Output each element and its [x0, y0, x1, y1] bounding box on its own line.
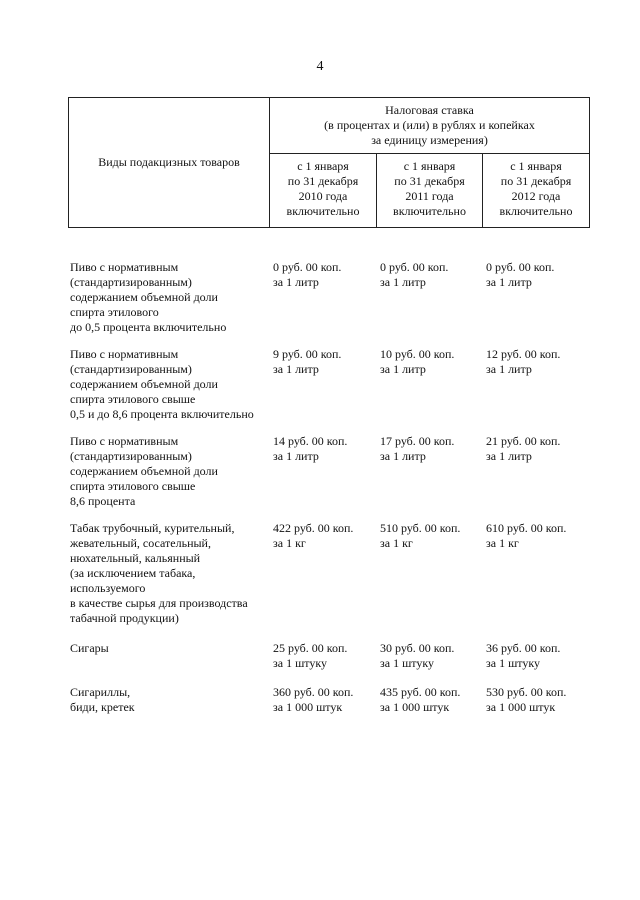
goods-name: Сигариллы, биди, кретек	[70, 685, 135, 714]
rate-2012: 530 руб. 00 коп. за 1 000 штук	[486, 685, 567, 714]
rate-2010: 14 руб. 00 коп. за 1 литр	[273, 434, 348, 463]
goods-name: Сигары	[70, 641, 109, 655]
period-header-2010: с 1 января по 31 декабря 2010 года включительно	[270, 154, 377, 227]
rate-2011: 0 руб. 00 коп. за 1 литр	[380, 260, 449, 289]
rate-2011: 435 руб. 00 коп. за 1 000 штук	[380, 685, 461, 714]
rate-2012: 36 руб. 00 коп. за 1 штуку	[486, 641, 561, 670]
rate-2011: 17 руб. 00 коп. за 1 литр	[380, 434, 455, 463]
rate-2012: 0 руб. 00 коп. за 1 литр	[486, 260, 555, 289]
rate-2010: 9 руб. 00 коп. за 1 литр	[273, 347, 342, 376]
goods-name: Табак трубочный, курительный, жевательный, сосательный, нюхательный, кальянный (за исключением табака, используемого в качестве сырья для производства табачной продукции)	[70, 521, 248, 625]
rate-table-header	[68, 97, 590, 228]
rate-2012: 21 руб. 00 коп. за 1 литр	[486, 434, 561, 463]
goods-name: Пиво с нормативным (стандартизированным) содержанием объемной доли спирта этилового до 0,5 процента включительно	[70, 260, 227, 334]
period-header-2011: с 1 января по 31 декабря 2011 года включительно	[377, 154, 483, 227]
period-header-2012: с 1 января по 31 декабря 2012 года включительно	[499, 159, 573, 218]
rate-2011: 10 руб. 00 коп. за 1 литр	[380, 347, 455, 376]
rate-2012: 610 руб. 00 коп. за 1 кг	[486, 521, 567, 550]
tax-rate-header: Налоговая ставка (в процентах и (или) в рублях и копейках за единицу измерения)	[270, 98, 589, 154]
goods-column-header	[69, 98, 270, 227]
goods-name: Пиво с нормативным (стандартизированным) содержанием объемной доли спирта этилового свыше 0,5 и до 8,6 процента включительно	[70, 347, 254, 421]
rate-2012: 12 руб. 00 коп. за 1 литр	[486, 347, 561, 376]
rate-2011: 30 руб. 00 коп. за 1 штуку	[380, 641, 455, 670]
page-number: 4	[316, 59, 324, 74]
rate-2010: 0 руб. 00 коп. за 1 литр	[273, 260, 342, 289]
rate-2010: 25 руб. 00 коп. за 1 штуку	[273, 641, 348, 670]
goods-name: Пиво с нормативным (стандартизированным) содержанием объемной доли спирта этилового свыше 8,6 процента	[70, 434, 218, 508]
rate-2010: 360 руб. 00 коп. за 1 000 штук	[273, 685, 354, 714]
goods-column-label: Виды подакцизных товаров	[98, 155, 240, 169]
rate-2011: 510 руб. 00 коп. за 1 кг	[380, 521, 461, 550]
rate-2010: 422 руб. 00 коп. за 1 кг	[273, 521, 354, 550]
